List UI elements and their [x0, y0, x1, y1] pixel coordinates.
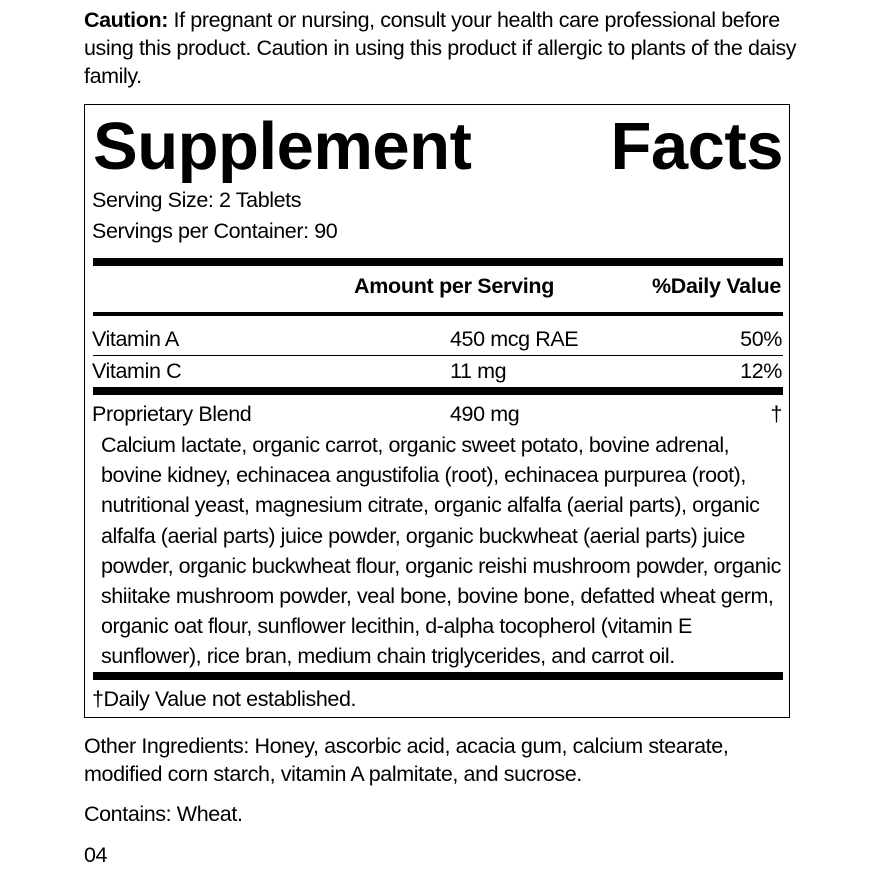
nutrient-name: Vitamin C: [92, 359, 182, 383]
label-code: 04: [84, 843, 108, 867]
blend-ingredients: Calcium lactate, organic carrot, organic sweet potato, bovine adrenal, bovine kidney, echinacea angustifolia (root), echinacea purpurea (root), nutritional yeast, magnesium citrate, organic alfalfa (aerial parts), organic alfalfa (aerial parts) juice powder, organic buckwheat (aerial parts) juice powder, organic buckwheat flour, organic reishi mushroom powder, organic shiitake mushroom powder, veal bone, bovine bone, defatted wheat germ, organic oat flour, sunflower lecithin, d-alpha tocopherol (vitamin E sunflower), rice bran, medium chain triglycerides, and carrot oil.: [101, 433, 781, 669]
nutrient-amount: 11 mg: [450, 359, 507, 383]
divider-thick-middle: [93, 387, 783, 395]
blend-daily-value: †: [770, 402, 782, 426]
servings-per-container: Servings per Container: 90: [92, 219, 338, 243]
divider-row: [93, 355, 783, 356]
header-daily-value: %Daily Value: [651, 274, 781, 298]
daily-value-footnote: †Daily Value not established.: [92, 687, 357, 711]
blend-name: Proprietary Blend: [92, 402, 252, 426]
nutrient-amount: 450 mcg RAE: [450, 327, 579, 351]
header-amount-per-serving: Amount per Serving: [354, 274, 555, 298]
serving-size: Serving Size: 2 Tablets: [92, 188, 302, 212]
nutrient-row-vitamin-c: [92, 357, 782, 385]
nutrient-row-vitamin-a: [92, 325, 782, 353]
other-ingredients: Other Ingredients: Honey, ascorbic acid, acacia gum, calcium stearate, modified corn starch, vitamin A palmitate, and sucrose.: [84, 734, 729, 786]
caution-text: If pregnant or nursing, consult your health care professional before using this product. Caution in using this product if allergic to plants of the daisy family.: [84, 8, 797, 88]
panel-title: [93, 109, 783, 185]
caution-label: Caution:: [84, 8, 168, 32]
nutrient-name: Vitamin A: [92, 327, 179, 351]
divider-thick-bottom: [93, 672, 783, 680]
blend-row: [92, 400, 782, 428]
divider-thick-top: [93, 258, 783, 266]
caution-statement: [84, 6, 804, 90]
title-word-facts: Facts: [610, 109, 783, 184]
allergen-statement: Contains: Wheat.: [84, 802, 243, 826]
supplement-facts-panel: [84, 104, 790, 718]
nutrient-daily-value: 50%: [740, 327, 782, 351]
title-word-supplement: Supplement: [93, 109, 472, 184]
nutrient-daily-value: 12%: [740, 359, 782, 383]
divider-header: [93, 312, 783, 316]
blend-amount: 490 mg: [450, 402, 520, 426]
